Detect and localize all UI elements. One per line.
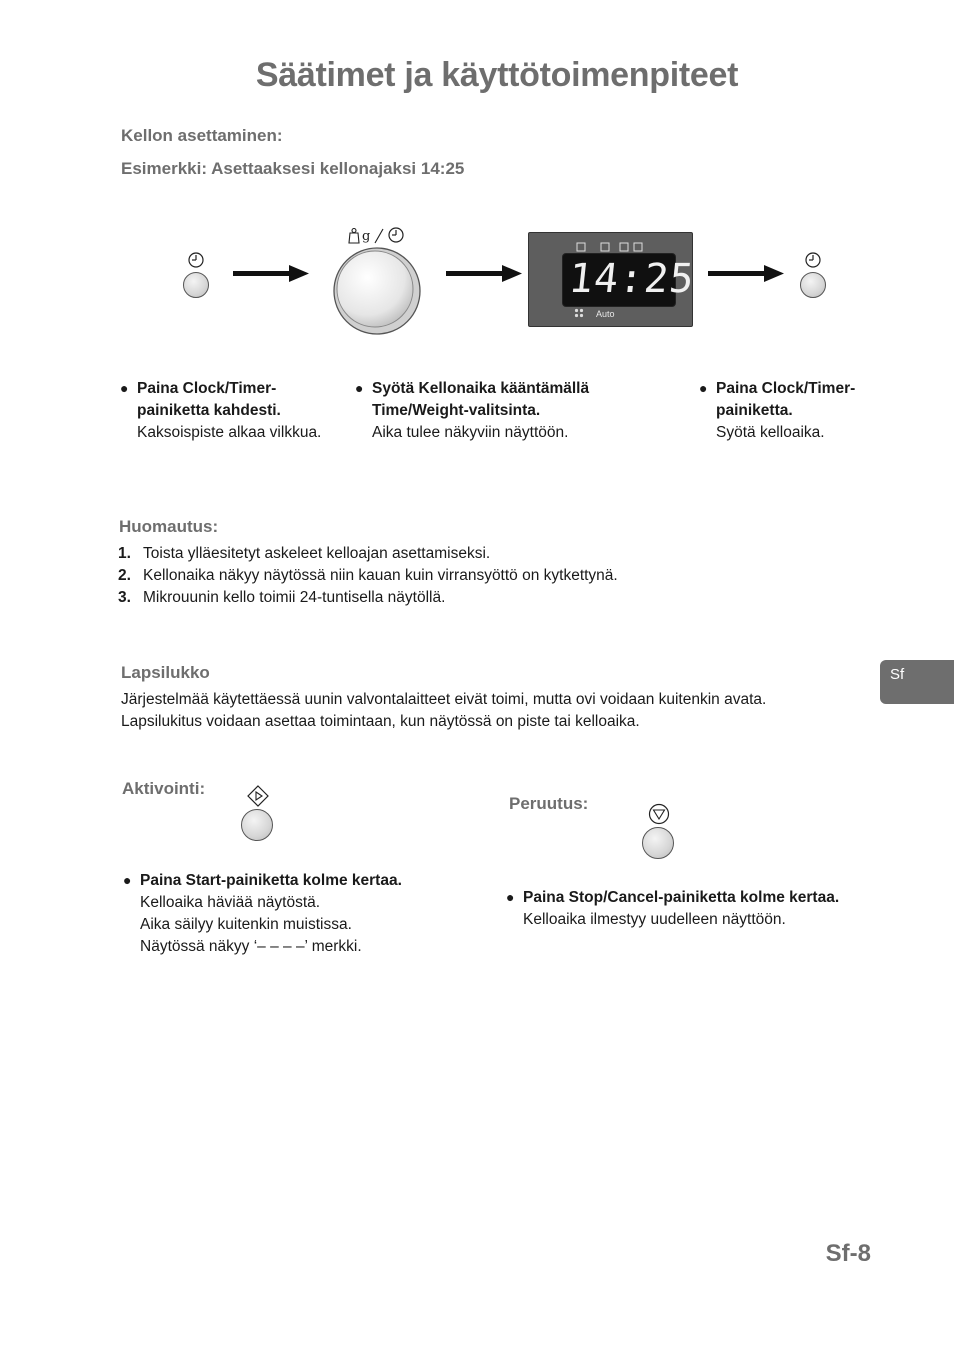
note-item	[118, 567, 618, 585]
step2-text: ● Syötä Kellonaika kääntämällä Time/Weight-valitsinta. Aika tulee näkyviin näyttöön.	[372, 378, 637, 444]
activation-label: Aktivointi:	[122, 779, 206, 798]
clock-heading: Kellon asettaminen:	[121, 126, 283, 145]
note-item-text: Mikrouunin kello toimii 24-tuntisella näytöllä.	[143, 589, 446, 606]
clock-timer-button[interactable]	[183, 272, 209, 298]
step2-detail: Aika tulee näkyviin näyttöön.	[372, 424, 569, 441]
step1-text: ● Paina Clock/Timer-painiketta kahdesti. Kaksoispiste alkaa vilkkua.	[137, 378, 322, 444]
step3-detail: Syötä kelloaika.	[716, 424, 825, 441]
childlock-line2: Lapsilukitus voidaan asettaa toimintaan, kun näytössä on piste tai kelloaika.	[121, 713, 640, 730]
note-item-num: 3.	[118, 589, 131, 606]
cancel-text: ● Paina Stop/Cancel-painiketta kolme kertaa. Kelloaika ilmestyy uudelleen näyttöön.	[523, 887, 903, 931]
note-item-num: 2.	[118, 567, 131, 584]
step1-detail: Kaksoispiste alkaa vilkkua.	[137, 424, 322, 441]
display-screen	[562, 253, 697, 307]
start-icon	[247, 785, 269, 807]
display-mode-icons	[576, 242, 648, 252]
arrow-right-icon	[233, 263, 309, 283]
childlock-line1: Järjestelmää käytettäessä uunin valvontalaitteet eivät toimi, mutta ovi voidaan kuitenkin avata.	[121, 691, 767, 708]
step1-bold: Paina Clock/Timer-painiketta kahdesti.	[137, 380, 281, 419]
dial-weight-label: g	[362, 229, 371, 244]
start-button[interactable]	[241, 809, 273, 841]
page-number: Sf-8	[825, 1240, 871, 1267]
clock-icon	[387, 226, 405, 244]
arrow-right-icon	[708, 263, 784, 283]
activation-line: Kelloaika häviää näytöstä.	[140, 894, 321, 911]
activation-bold: Paina Start-painiketta kolme kertaa.	[140, 872, 402, 889]
arrow-right-icon	[446, 263, 522, 283]
clock-timer-button[interactable]	[800, 272, 826, 298]
note-item	[118, 545, 490, 563]
clock-icon	[187, 251, 205, 269]
slash-divider	[373, 227, 385, 245]
note-item-text: Toista ylläesitetyt askeleet kelloajan asettamiseksi.	[143, 545, 491, 562]
note-item	[118, 589, 445, 607]
time-weight-dial[interactable]	[330, 244, 426, 340]
activation-line: Näytössä näkyy ‘– – – –’ merkki.	[140, 938, 362, 955]
cancel-bold: Paina Stop/Cancel-painiketta kolme kertaa.	[523, 889, 840, 906]
step2-bold: Syötä Kellonaika kääntämällä Time/Weight-valitsinta.	[372, 380, 590, 419]
display-time: 14:25	[566, 256, 697, 302]
note-item-num: 1.	[118, 545, 131, 562]
step3-bold: Paina Clock/Timer-painiketta.	[716, 380, 856, 419]
stop-icon	[648, 803, 670, 825]
stop-cancel-button[interactable]	[642, 827, 674, 859]
activation-text: ● Paina Start-painiketta kolme kertaa. Kelloaika häviää näytöstä. Aika säilyy kuitenkin muistissa. Näytössä näkyy ‘– – – –’ merkki.	[140, 870, 480, 958]
note-heading: Huomautus:	[119, 517, 219, 536]
clock-example: Esimerkki: Asettaaksesi kellonajaksi 14:25	[121, 159, 465, 178]
childlock-heading: Lapsilukko	[121, 663, 210, 682]
clock-icon	[804, 251, 822, 269]
activation-line: Aika säilyy kuitenkin muistissa.	[140, 916, 352, 933]
cancel-label: Peruutus:	[509, 794, 589, 813]
defrost-icon	[574, 308, 584, 318]
display-auto-label: Auto	[596, 309, 615, 319]
note-item-text: Kellonaika näkyy näytössä niin kauan kuin virransyöttö on kytkettynä.	[143, 567, 618, 584]
oven-display	[528, 232, 697, 327]
language-tab-label: Sf	[890, 666, 905, 683]
page-title: Säätimet ja käyttötoimenpiteet	[255, 56, 739, 94]
weight-icon	[347, 227, 361, 245]
cancel-line: Kelloaika ilmestyy uudelleen näyttöön.	[523, 911, 786, 928]
language-tab	[880, 660, 954, 704]
step3-text: ● Paina Clock/Timer-painiketta. Syötä kelloaika.	[716, 378, 891, 444]
